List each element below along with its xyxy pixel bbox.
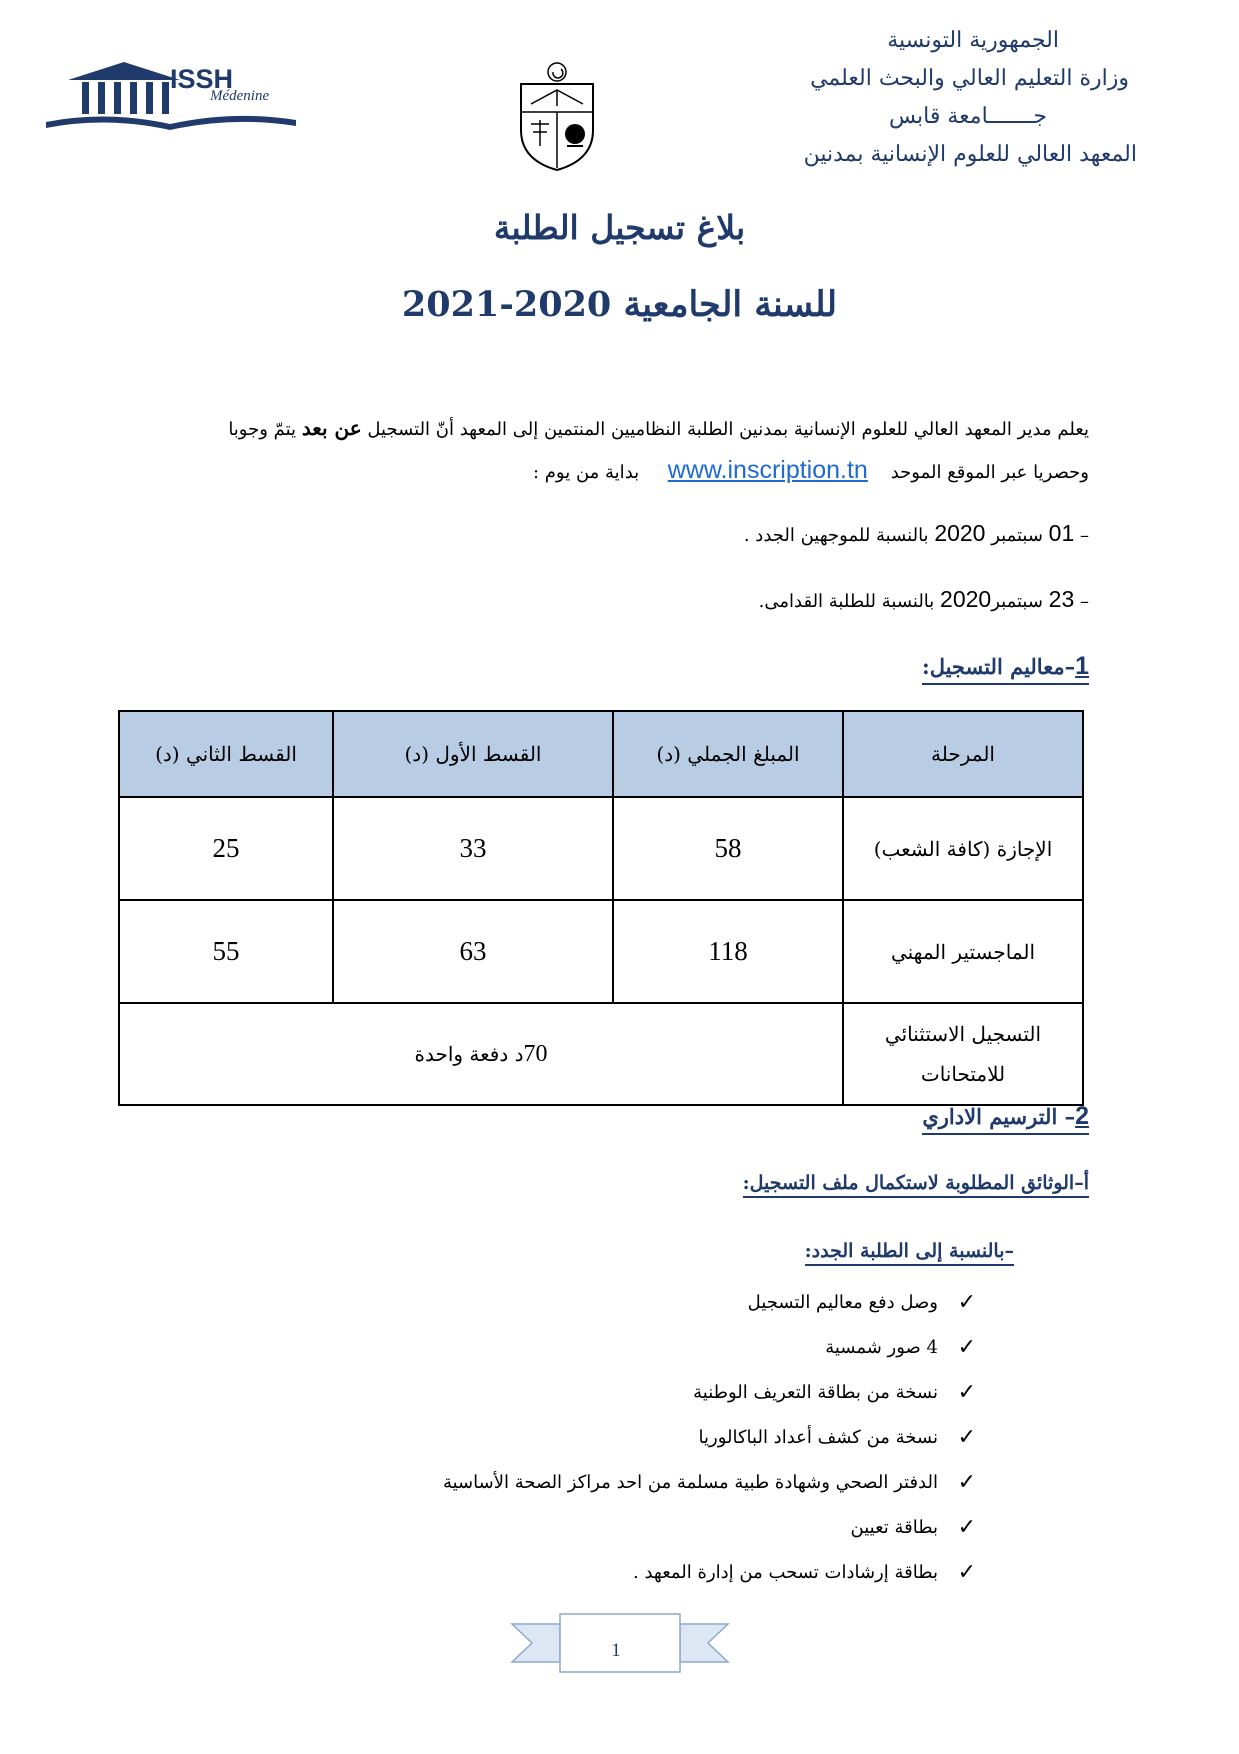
inscription-link[interactable]: www.inscription.tn	[667, 456, 868, 484]
check-icon: ✓	[957, 1380, 976, 1405]
header-institute: المعهد العالي للعلوم الإنسانية بمدنين	[803, 142, 1137, 167]
table-cell: 58	[613, 797, 843, 900]
header-university: جـــــــامعة قابس	[889, 104, 1047, 129]
intro-bold-remote: عن بعد	[301, 416, 362, 440]
table-cell: 63	[333, 900, 613, 1003]
check-icon: ✓	[957, 1560, 976, 1585]
table-cell: الماجستير المهني	[843, 900, 1083, 1003]
logo-name: ISSH	[170, 64, 234, 94]
list-item: ✓ الدفتر الصحي وشهادة طبية مسلمة من احد مراكز الصحة الأساسية	[442, 1470, 976, 1495]
date-new-students: – 01 سبتمبر 2020 بالنسبة للموجهين الجدد .	[743, 520, 1089, 546]
table-cell: 70د دفعة واحدة	[119, 1003, 843, 1105]
intro-line-2: وحصريا عبر الموقع الموحد www.inscription.tn بداية من يوم :	[533, 456, 1089, 484]
page-number: 1	[611, 1640, 621, 1661]
table-header-cell: المرحلة	[843, 711, 1083, 797]
fees-table	[118, 710, 1084, 1106]
table-row	[119, 900, 1083, 1003]
page-subtitle: للسنة الجامعية 2020-2021	[401, 284, 838, 325]
table-header-cell: المبلغ الجملي (د)	[613, 711, 843, 797]
table-row	[119, 1003, 1083, 1105]
table-cell: الإجازة (كافة الشعب)	[843, 797, 1083, 900]
intro-line-1: يعلم مدير المعهد العالي للعلوم الإنسانية بمدنين الطلبة النظاميين المنتمين إلى المعهد أنّ التسجيل عن بعد يتمّ وجوبا	[228, 416, 1089, 440]
table-row	[119, 797, 1083, 900]
table-header-cell: القسط الأول (د)	[333, 711, 613, 797]
table-cell: 118	[613, 900, 843, 1003]
table-header-cell: القسط الثاني (د)	[119, 711, 333, 797]
section-2-heading: 2– الترسيم الاداري	[922, 1102, 1089, 1135]
table-cell: 25	[119, 797, 333, 900]
tunisia-emblem-icon	[513, 60, 601, 172]
list-item: ✓ نسخة من بطاقة التعريف الوطنية	[693, 1380, 976, 1405]
table-cell: 55	[119, 900, 333, 1003]
check-icon: ✓	[957, 1335, 976, 1360]
required-documents-heading: أ–الوثائق المطلوبة لاستكمال ملف التسجيل:	[743, 1172, 1089, 1198]
page-title: بلاغ تسجيل الطلبة	[493, 208, 746, 247]
list-item: ✓ بطاقة تعيين	[850, 1515, 976, 1540]
documents-list	[443, 1280, 976, 1595]
list-item: ✓ نسخة من كشف أعداد الباكالوريا	[698, 1425, 976, 1450]
check-icon: ✓	[957, 1290, 976, 1315]
logo-subtitle: Médenine	[210, 88, 270, 104]
table-cell: 33	[333, 797, 613, 900]
table-cell: التسجيل الاستثنائي للامتحانات	[843, 1003, 1083, 1105]
header-republic: الجمهورية التونسية	[887, 28, 1059, 53]
check-icon: ✓	[957, 1425, 976, 1450]
section-1-heading: 1–معاليم التسجيل:	[922, 652, 1089, 685]
check-icon: ✓	[957, 1470, 976, 1495]
list-item: ✓ 4 صور شمسية	[825, 1335, 976, 1360]
date-returning-students: – 23 سبتمبر2020 بالنسبة للطلبة القدامى.	[758, 586, 1089, 612]
table-header-row	[119, 711, 1083, 797]
list-item: ✓ بطاقة إرشادات تسحب من إدارة المعهد .	[633, 1560, 976, 1585]
list-item: ✓ وصل دفع معاليم التسجيل	[747, 1290, 976, 1315]
check-icon: ✓	[957, 1515, 976, 1540]
new-students-heading: –بالنسبة إلى الطلبة الجدد:	[805, 1240, 1014, 1266]
header-ministry: وزارة التعليم العالي والبحث العلمي	[810, 66, 1129, 91]
